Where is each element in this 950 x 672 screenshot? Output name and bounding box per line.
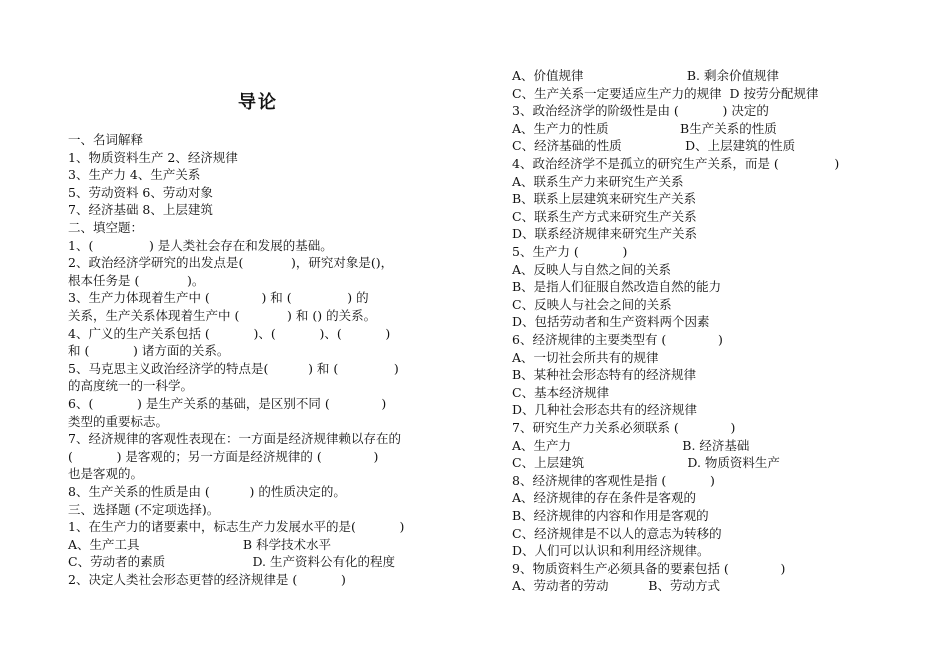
- text-line: C、联系生产方式来研究生产关系: [512, 208, 697, 224]
- text-line: 3、政治经济学的阶级性是由 ( ) 决定的: [512, 103, 769, 119]
- text-line: 4、政治经济学不是孤立的研究生产关系，而是 ( ): [512, 156, 840, 171]
- text-line: D、人们可以认识和利用经济规律。: [512, 543, 710, 559]
- text-line: B、某种社会形态特有的经济规律: [512, 367, 697, 383]
- text-line: 类型的重要标志。: [68, 413, 169, 429]
- text-line: D、几种社会形态共有的经济规律: [512, 402, 698, 418]
- text-line: 8、经济规律的客观性是指 ( ): [512, 472, 715, 488]
- text-line: D、联系经济规律来研究生产关系: [512, 226, 698, 242]
- text-line: 二、填空题：: [68, 220, 144, 235]
- text-line: 3、生产力体现着生产中 ( ) 和 ( ) 的: [68, 290, 369, 306]
- text-line: 2、决定人类社会形态更替的经济规律是 ( ): [68, 572, 346, 587]
- text-line: A、生产工具 B 科学技术水平: [68, 536, 331, 552]
- text-line: A、联系生产力来研究生产关系: [512, 173, 684, 189]
- text-line: A、一切社会所共有的规律: [512, 349, 659, 365]
- text-line: 1、物质资料生产 2、经济规律: [68, 149, 238, 165]
- text-line: 7、研究生产力关系必须联系 ( ): [512, 420, 736, 435]
- text-line: 7、经济基础 8、上层建筑: [68, 202, 213, 218]
- text-line: 2、政治经济学研究的出发点是( )，研究对象是()，: [68, 255, 394, 271]
- text-line: 8、生产关系的性质是由 ( ) 的性质决定的。: [68, 484, 346, 499]
- text-line: 9、物质资料生产必须具备的要素包括 ( ): [512, 560, 786, 576]
- text-line: 1、( ) 是人类社会存在和发展的基础。: [68, 237, 333, 253]
- text-line: 5、劳动资料 6、劳动对象: [68, 184, 213, 200]
- text-line: C、基本经济规律: [512, 384, 610, 400]
- text-line: 6、经济规律的主要类型有 ( ): [512, 332, 723, 347]
- text-line: 的高度统一的一科学。: [68, 378, 194, 394]
- text-line: A、价值规律 B. 剩余价值规律: [512, 68, 779, 83]
- text-line: B、经济规律的内容和作用是客观的: [512, 508, 709, 523]
- text-line: 4、广义的生产关系包括 ( )、( )、( ): [68, 325, 391, 341]
- text-line: A、经济规律的存在条件是客观的: [512, 490, 697, 506]
- text-line: C、劳动者的素质 D. 生产资料公有化的程度: [68, 554, 396, 570]
- text-line: 5、马克思主义政治经济学的特点是( ) 和 ( ): [68, 360, 399, 376]
- text-line: D、包括劳动者和生产资料两个因素: [512, 314, 710, 330]
- text-line: C、上层建筑 D. 物质资料生产: [512, 455, 780, 471]
- text-line: ( ) 是客观的；另一方面是经济规律的 ( ): [68, 448, 379, 464]
- page-title: 导论: [238, 92, 278, 113]
- text-line: 和 ( ) 诸方面的关系。: [68, 343, 230, 359]
- text-line: C、经济基础的性质 D、上层建筑的性质: [512, 138, 796, 154]
- text-line: 也是客观的。: [68, 466, 144, 482]
- text-line: B、联系上层建筑来研究生产关系: [512, 191, 697, 207]
- text-line: 关系，生产关系体现着生产中 ( ) 和 () 的关系。: [68, 308, 377, 323]
- text-line: 根本任务是 ( )。: [68, 272, 205, 288]
- text-line: 5、生产力 ( ): [512, 244, 628, 259]
- text-line: 7、经济规律的客观性表现在：一方面是经济规律赖以存在的: [68, 431, 401, 447]
- text-line: A、生产力的性质 B生产关系的性质: [512, 120, 777, 136]
- text-line: A、劳动者的劳动 B、劳动方式: [512, 578, 720, 594]
- text-line: C、反映人与社会之间的关系: [512, 296, 672, 312]
- text-line: 三、选择题 (不定项选择)。: [68, 501, 220, 517]
- text-line: 3、生产力 4、生产关系: [68, 167, 201, 183]
- text-line: 6、( ) 是生产关系的基础，是区别不同 ( ): [68, 396, 387, 411]
- text-line: A、反映人与自然之间的关系: [512, 261, 672, 277]
- text-line: B、是指人们征服自然改造自然的能力: [512, 279, 722, 295]
- text-line: A、生产力 B. 经济基础: [512, 437, 750, 453]
- text-line: 1、在生产力的诸要素中，标志生产力发展水平的是( ): [68, 519, 405, 535]
- text-line: C、经济规律是不以人的意志为转移的: [512, 525, 722, 541]
- text-line: 一、名词解释: [68, 132, 144, 147]
- text-line: C、生产关系一定要适应生产力的规律 D 按劳分配规律: [512, 85, 819, 101]
